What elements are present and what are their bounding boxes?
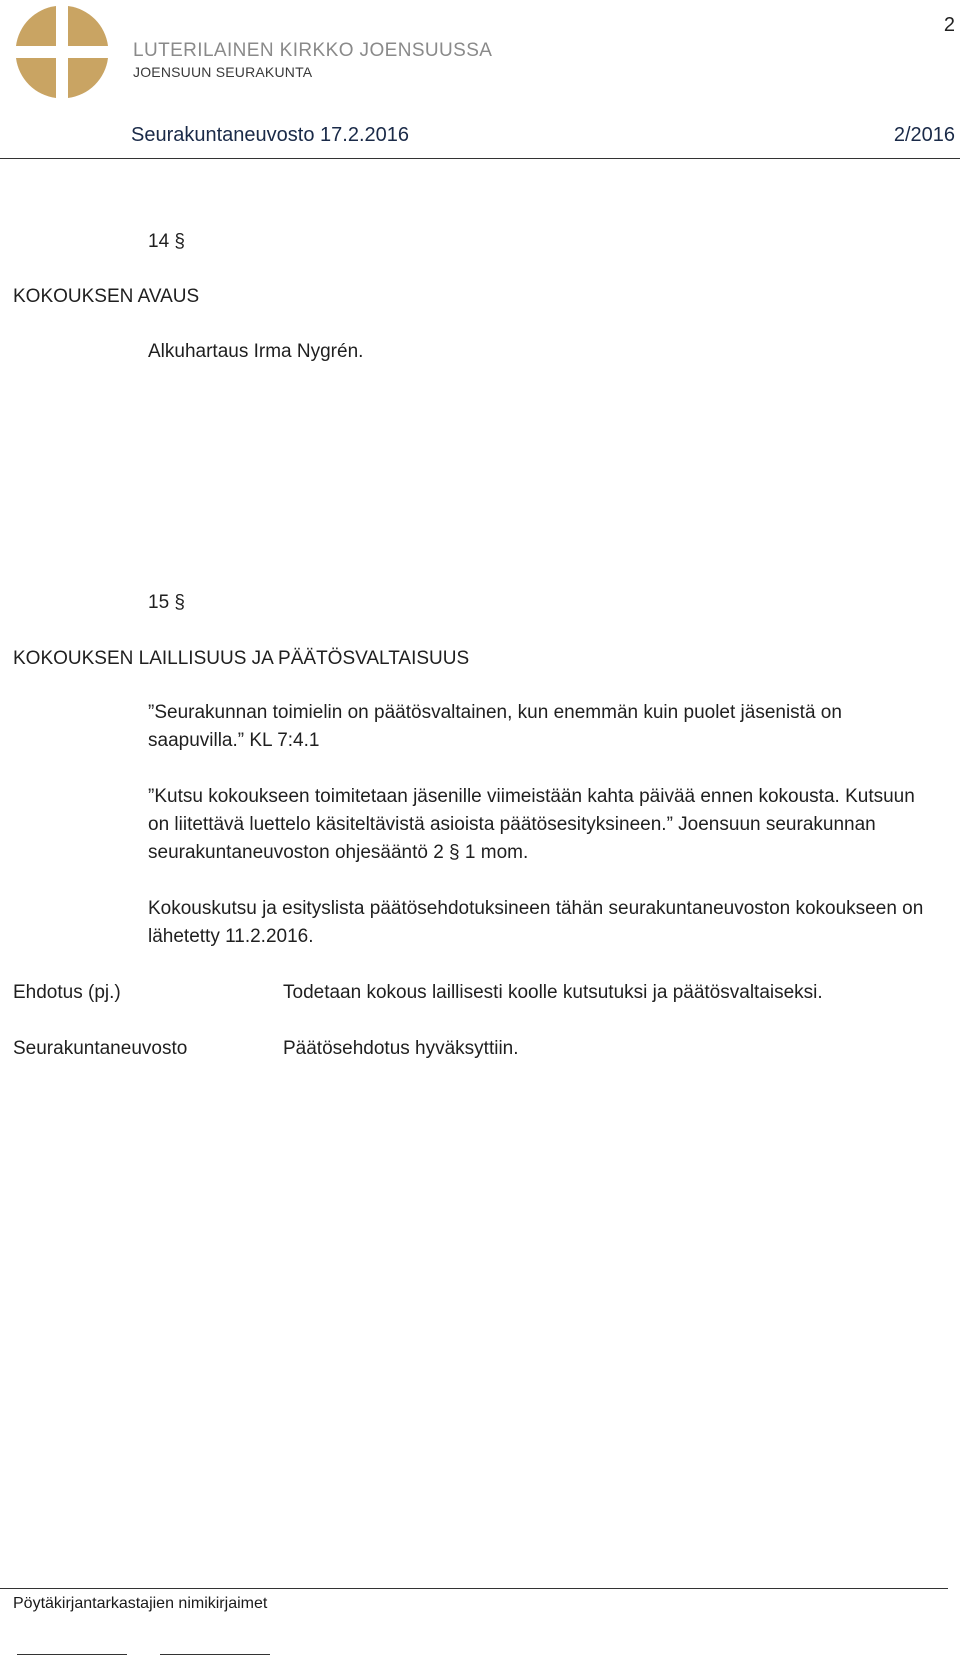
decision-text: Päätösehdotus hyväksyttiin.	[283, 1038, 519, 1059]
section-title: KOKOUKSEN LAILLISUUS JA PÄÄTÖSVALTAISUUS	[13, 648, 470, 669]
rules-quote: ”Kutsu kokoukseen toimitetaan jäsenille viimeistään kahta päivää ennen kokousta. Kutsuun on liitettävä luettelo käsiteltävistä asioista päätösesityksineen.” Joensuun seurakunnan seurakuntaneuvoston ohjesääntö 2 § 1 mom.	[148, 786, 915, 863]
proposal-label: Ehdotus (pj.)	[13, 982, 121, 1003]
section-number: 15 §	[148, 592, 185, 613]
decision-label: Seurakuntaneuvosto	[13, 1038, 188, 1059]
organization-unit: JOENSUUN SEURAKUNTA	[133, 64, 313, 80]
initials-line	[17, 1654, 127, 1655]
header-divider	[0, 158, 960, 159]
church-cross-logo	[14, 4, 110, 100]
invitation-note: Kokouskutsu ja esityslista päätösehdotuksineen tähän seurakuntaneuvoston kokoukseen on lähetetty 11.2.2016.	[148, 898, 924, 947]
organization-name: LUTERILAINEN KIRKKO JOENSUUSSA	[133, 40, 493, 61]
footer-label: Pöytäkirjantarkastajien nimikirjaimet	[13, 1595, 268, 1612]
meeting-title: Seurakuntaneuvosto 17.2.2016	[131, 124, 409, 146]
meeting-number: 2/2016	[893, 124, 955, 146]
page-number: 2	[943, 14, 955, 36]
law-quote: ”Seurakunnan toimielin on päätösvaltainen, kun enemmän kuin puolet jäsenistä on saapuvilla.” KL 7:4.1	[148, 702, 842, 751]
section-body: Alkuhartaus Irma Nygrén.	[148, 341, 364, 362]
proposal-text: Todetaan kokous laillisesti koolle kutsutuksi ja päätösvaltaiseksi.	[283, 982, 823, 1003]
section-title: KOKOUKSEN AVAUS	[13, 286, 200, 307]
section-number: 14 §	[148, 231, 185, 252]
initials-line	[160, 1654, 270, 1655]
footer-divider	[0, 1588, 948, 1589]
